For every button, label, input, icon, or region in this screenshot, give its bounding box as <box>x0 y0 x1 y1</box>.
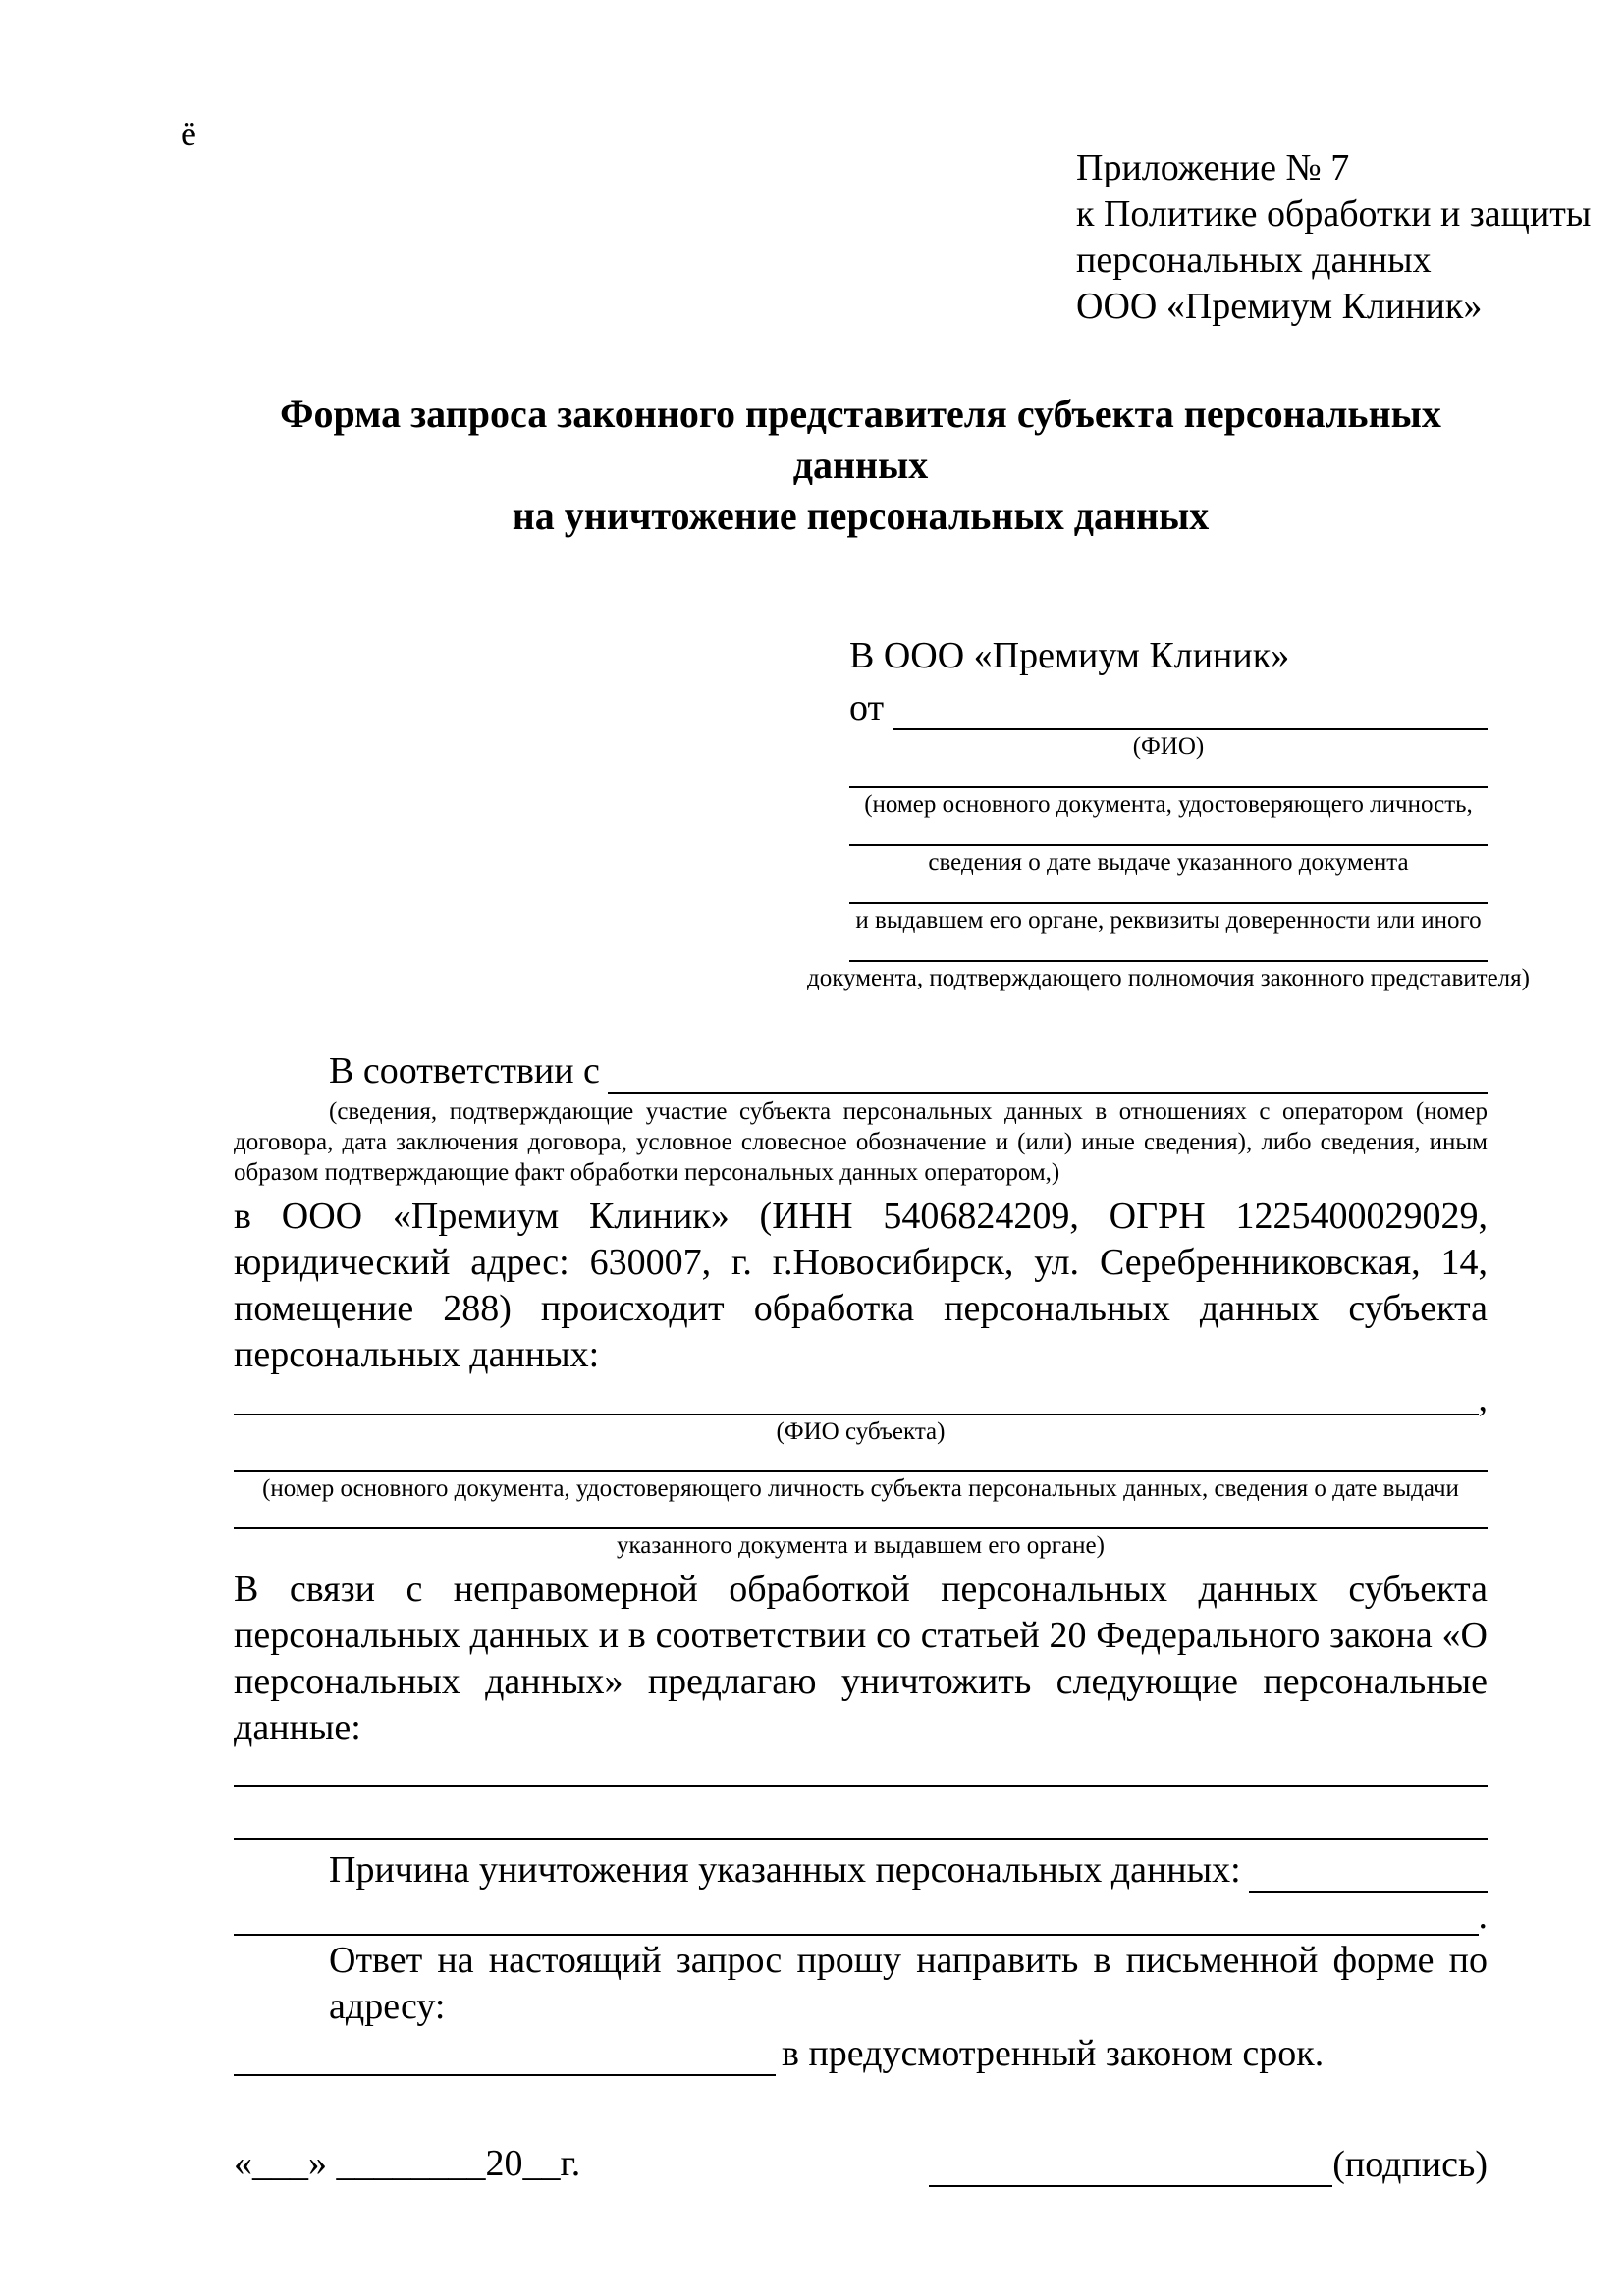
from-label: от <box>849 687 885 728</box>
signature-caption: (подпись) <box>1332 2144 1488 2185</box>
date-blank: «___» ________20__г. <box>234 2143 581 2184</box>
subject-doc-fill-line-2 <box>234 1504 1488 1529</box>
doc-caption-1: (номер основного документа, удостоверяющего личность, <box>864 791 1473 818</box>
addressee-from-row <box>849 679 1488 730</box>
reply-address-fill-line <box>234 2030 776 2076</box>
reply-sentence: Ответ на настоящий запрос прошу направить в письменной форме по адресу: <box>329 1940 1488 2027</box>
subject-fio-caption: (ФИО субъекта) <box>776 1418 946 1445</box>
footer-row <box>234 2141 1488 2187</box>
reason-overflow-row <box>234 1893 1488 1936</box>
demand-paragraph: В связи с неправомерной обработкой персональных данных субъекта персональных данных и в соответствии со статьей 20 Федерального закона «О персональных данных» предлагаю уничтожить следующие персональные данные: <box>234 1569 1488 1748</box>
fio-caption: (ФИО) <box>1132 733 1205 760</box>
reason-row <box>234 1843 1488 1893</box>
reason-fill-line <box>1249 1843 1488 1893</box>
reason-overflow-fill-line <box>234 1893 1479 1936</box>
operator-paragraph: в ООО «Премиум Клиник» (ИНН 5406824209, ОГРН 1225400029029, юридический адрес: 630007, г. г.Новосибирск, ул. Серебренниковская, 14, помещение 288) происходит обработка персональных данных субъекта персональных данных: <box>234 1196 1488 1375</box>
form-title <box>234 389 1488 542</box>
from-fill-line <box>893 679 1488 730</box>
reason-period: . <box>1478 1896 1488 1937</box>
doc-fill-line-3 <box>849 878 1488 904</box>
subject-doc-caption-1: (номер основного документа, удостоверяющего личность субъекта персональных данных, сведения о дате выдачи <box>262 1475 1459 1502</box>
addressee-block <box>807 632 1530 993</box>
annex-line: Приложение № 7 <box>1076 147 1350 188</box>
form-title-line-2: на уничтожение персональных данных <box>512 494 1210 538</box>
doc-fill-line-2 <box>849 820 1488 846</box>
doc-fill-line-1 <box>849 762 1488 788</box>
addressee-to: В ООО «Премиум Клиник» <box>849 635 1290 676</box>
annex-block <box>1076 145 1592 330</box>
subject-doc-fill-line-1 <box>234 1447 1488 1472</box>
form-title-line-1: Форма запроса законного представителя субъекта персональных данных <box>280 392 1441 487</box>
subject-doc-caption-2: указанного документа и выдавшем его органе) <box>617 1532 1105 1559</box>
annex-line: к Политике обработки и защиты <box>1076 193 1592 235</box>
signature-group <box>929 2142 1488 2187</box>
stray-yo-char: ё <box>181 114 196 153</box>
subject-fio-fill-line <box>234 1380 1479 1415</box>
accordance-fill-line <box>608 1044 1488 1094</box>
doc-fill-line-4 <box>849 935 1488 962</box>
doc-caption-3: и выдавшем его органе, реквизиты доверенности или иного <box>855 907 1482 934</box>
doc-caption-2: сведения о дате выдаче указанного документа <box>928 849 1409 876</box>
subject-comma: , <box>1478 1378 1488 1419</box>
accordance-label: В соответствии с <box>329 1050 600 1092</box>
blank-fill-line-2 <box>234 1787 1488 1840</box>
annex-line: персональных данных <box>1076 240 1432 281</box>
annex-line: ООО «Премиум Клиник» <box>1076 286 1483 327</box>
blank-fill-line-1 <box>234 1751 1488 1787</box>
signature-fill-line <box>929 2148 1332 2187</box>
reply-address-row <box>234 2030 1488 2076</box>
reason-label: Причина уничтожения указанных персональных данных: <box>329 1849 1241 1891</box>
subject-fio-row <box>234 1378 1488 1419</box>
doc-caption-4: документа, подтверждающего полномочия законного представителя) <box>807 965 1530 991</box>
accordance-note: (сведения, подтверждающие участие субъекта персональных данных в отношениях с оператором (номер договора, дата заключения договора, условное словесное обозначение и (или) иные сведения), либо сведения, иным образом подтверждающие факт обработки персональных данных оператором,) <box>234 1098 1488 1186</box>
reply-tail-text: в предусмотренный законом срок. <box>782 2033 1325 2074</box>
accordance-row <box>234 1044 1488 1094</box>
